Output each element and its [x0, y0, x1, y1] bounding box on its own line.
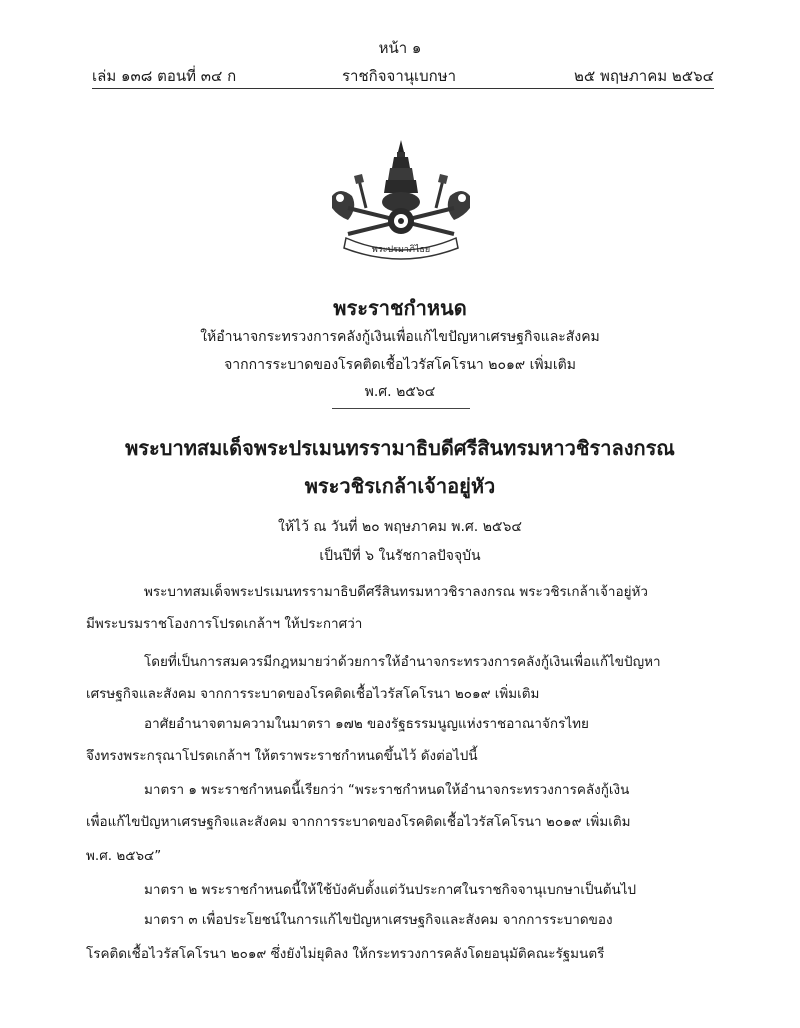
body-line: เพื่อแก้ไขปัญหาเศรษฐกิจและสังคม จากการระบาดของโรคติดเชื้อไวรัสโคโรนา ๒๐๑๙ เพิ่มเติม: [86, 814, 631, 830]
reign-year: เป็นปีที่ ๖ ในรัชกาลปัจจุบัน: [319, 548, 481, 564]
royal-garuda-emblem-icon: [318, 138, 484, 260]
decree-year: พ.ศ. ๒๕๖๔: [364, 384, 436, 400]
emblem-caption: พระปรมาภิไธย: [371, 245, 431, 255]
king-name-line-1: พระบาทสมเด็จพระปรเมนทรรามาธิบดีศรีสินทรมหาวชิราลงกรณ: [125, 436, 675, 460]
body-line: จึงทรงพระกรุณาโปรดเกล้าฯ ให้ตราพระราชกำหนดขึ้นไว้ ดังต่อไปนี้: [86, 748, 478, 764]
title-divider: [332, 408, 470, 409]
body-line: อาศัยอำนาจตามความในมาตรา ๑๗๒ ของรัฐธรรมนูญแห่งราชอาณาจักรไทย: [144, 716, 589, 732]
body-line: พ.ศ. ๒๕๖๔”: [86, 848, 162, 864]
gazette-name: ราชกิจจานุเบกษา: [342, 67, 457, 85]
decree-title: พระราชกำหนด: [333, 296, 467, 320]
decree-subtitle-1: ให้อำนาจกระทรวงการคลังกู้เงินเพื่อแก้ไขปัญหาเศรษฐกิจและสังคม: [200, 329, 600, 345]
header-rule: [92, 88, 714, 89]
body-line: โดยที่เป็นการสมควรมีกฎหมายว่าด้วยการให้อำนาจกระทรวงการคลังกู้เงินเพื่อแก้ไขปัญหา: [144, 654, 661, 670]
body-line: โรคติดเชื้อไวรัสโคโรนา ๒๐๑๙ ซึ่งยังไม่ยุติลง ให้กระทรวงการคลังโดยอนุมัติคณะรัฐมนตรี: [86, 946, 605, 962]
publication-date: ๒๕ พฤษภาคม ๒๕๖๔: [574, 67, 714, 85]
body-line: เศรษฐกิจและสังคม จากการระบาดของโรคติดเชื้อไวรัสโคโรนา ๒๐๑๙ เพิ่มเติม: [86, 686, 540, 702]
page-number: หน้า ๑: [378, 39, 422, 57]
king-name-line-2: พระวชิรเกล้าเจ้าอยู่หัว: [304, 474, 496, 498]
decree-subtitle-2: จากการระบาดของโรคติดเชื้อไวรัสโคโรนา ๒๐๑๙ เพิ่มเติม: [224, 357, 576, 373]
body-line: มาตรา ๒ พระราชกำหนดนี้ให้ใช้บังคับตั้งแต่วันประกาศในราชกิจจานุเบกษาเป็นต้นไป: [144, 882, 637, 898]
body-line: มาตรา ๑ พระราชกำหนดนี้เรียกว่า “พระราชกำหนดให้อำนาจกระทรวงการคลังกู้เงิน: [144, 782, 630, 798]
given-date: ให้ไว้ ณ วันที่ ๒๐ พฤษภาคม พ.ศ. ๒๕๖๔: [277, 519, 523, 535]
body-line: พระบาทสมเด็จพระปรเมนทรรามาธิบดีศรีสินทรมหาวชิราลงกรณ พระวชิรเกล้าเจ้าอยู่หัว: [144, 584, 649, 600]
volume-issue: เล่ม ๑๓๘ ตอนที่ ๓๔ ก: [92, 67, 237, 85]
body-line: มาตรา ๓ เพื่อประโยชน์ในการแก้ไขปัญหาเศรษฐกิจและสังคม จากการระบาดของ: [144, 912, 613, 928]
body-line: มีพระบรมราชโองการโปรดเกล้าฯ ให้ประกาศว่า: [86, 616, 363, 632]
